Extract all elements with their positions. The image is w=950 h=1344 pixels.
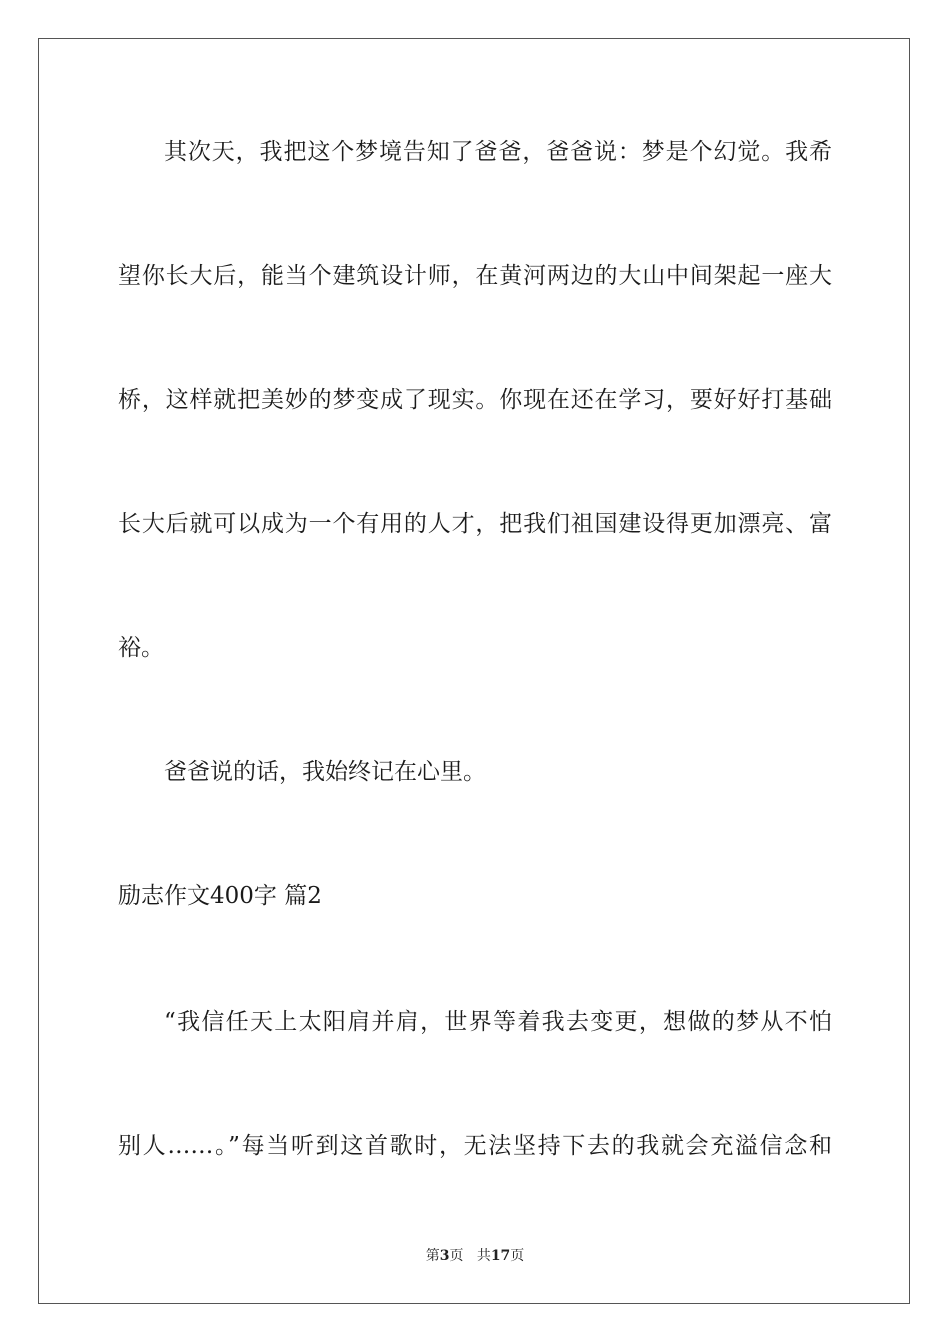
paragraph-1-line-5: 裕。 (118, 635, 164, 661)
page-current: 3 (439, 1248, 450, 1264)
total-suffix: 页 (510, 1248, 525, 1264)
paragraph-1-line-1: 其次天，我把这个梦境告知了爸爸，爸爸说：梦是个幻觉。我希 (164, 139, 832, 165)
page-suffix: 页 (449, 1248, 464, 1264)
paragraph-1-line-2: 望你长大后，能当个建筑设计师，在黄河两边的大山中间架起一座大 (118, 263, 832, 289)
page-prefix: 第 (425, 1248, 440, 1264)
paragraph-1-line-3: 桥，这样就把美妙的梦变成了现实。你现在还在学习，要好好打基础 (118, 387, 832, 413)
paragraph-3-line-2: 别人……。”每当听到这首歌时，无法坚持下去的我就会充溢信念和 (118, 1133, 832, 1159)
paragraph-2-line-1: 爸爸说的话，我始终记在心里。 (164, 759, 486, 785)
total-prefix: 共 (476, 1248, 491, 1264)
paragraph-3-line-1: “我信任天上太阳肩并肩，世界等着我去变更，想做的梦从不怕 (164, 1009, 832, 1035)
page-total: 17 (490, 1248, 511, 1264)
page-footer (0, 1246, 950, 1266)
page-border (38, 38, 910, 1304)
paragraph-1-line-4: 长大后就可以成为一个有用的人才，把我们祖国建设得更加漂亮、富 (118, 511, 832, 537)
section-heading: 励志作文400字 篇2 (118, 883, 322, 909)
